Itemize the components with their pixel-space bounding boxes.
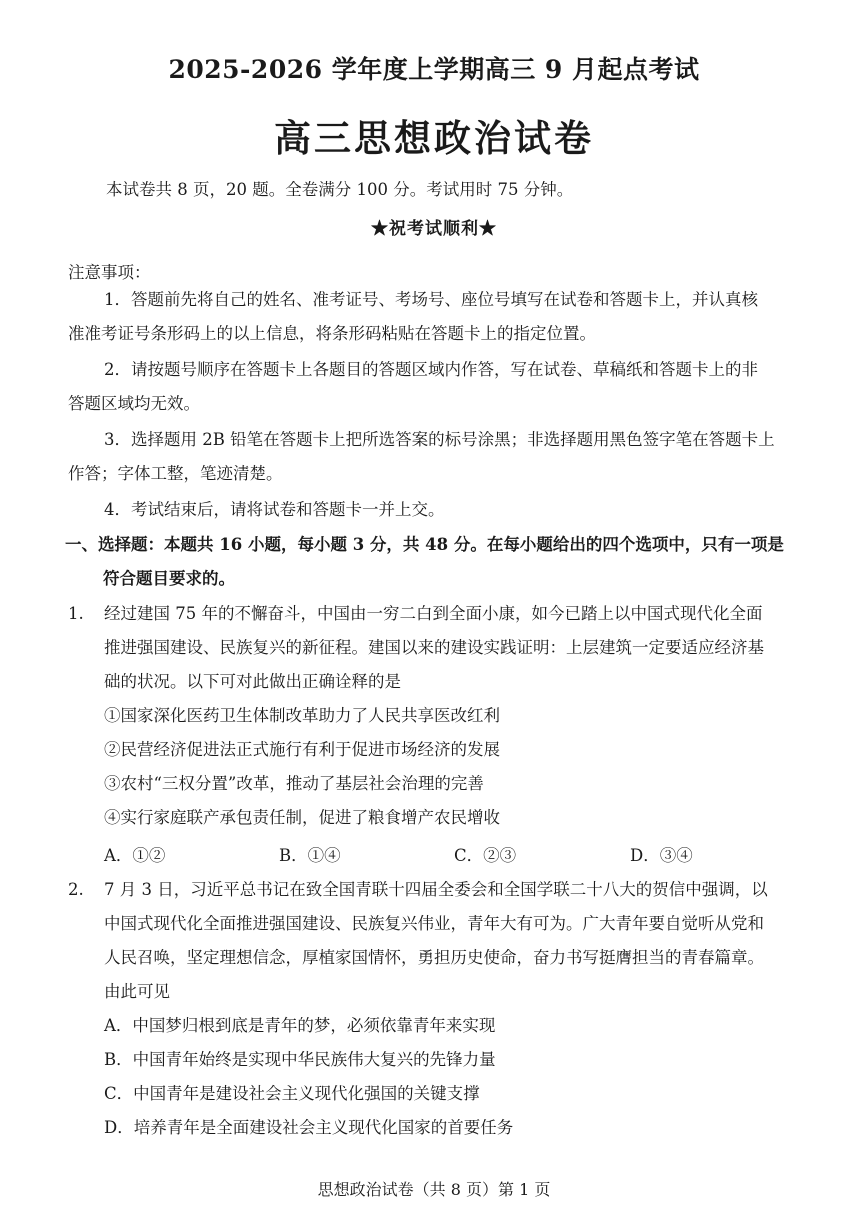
question-1-statement-1: ①国家深化医药卫生体制改革助力了人民共享医改红利 <box>104 706 500 725</box>
question-1-option-d[interactable]: D．③④ <box>630 846 693 865</box>
exam-title: 高三思想政治试卷 <box>274 116 594 160</box>
question-1-statement-4: ④实行家庭联产承包责任制，促进了粮食增产农民增收 <box>104 808 500 827</box>
note-4 <box>68 493 804 527</box>
question-2-number: 2. <box>68 880 84 899</box>
question-2-options <box>104 1009 513 1145</box>
question-1-statement-2: ②民营经济促进法正式施行有利于促进市场经济的发展 <box>104 740 500 759</box>
question-1-stem-line-3: 础的状况。以下可对此做出正确诠释的是 <box>104 672 401 691</box>
question-1-stem <box>104 597 764 699</box>
question-2-stem-line-3: 人民召唤，坚定理想信念，厚植家国情怀，勇担历史使命，奋力书写挺膺担当的青春篇章。 <box>104 948 764 967</box>
question-2-stem-line-4: 由此可见 <box>104 982 170 1001</box>
question-2-option-c[interactable]: C．中国青年是建设社会主义现代化强国的关键支撑 <box>104 1084 480 1103</box>
good-luck-line: ★祝考试顺利★ <box>371 219 497 239</box>
question-1-option-a[interactable]: A．①② <box>104 846 166 865</box>
note-3-line-2: 作答；字体工整，笔迹清楚。 <box>68 464 283 483</box>
question-1-statements <box>104 699 500 835</box>
question-1-option-b[interactable]: B．①④ <box>279 846 341 865</box>
question-1-option-c[interactable]: C．②③ <box>454 846 517 865</box>
note-1-line-1: 1．答题前先将自己的姓名、准考证号、考场号、座位号填写在试卷和答题卡上，并认真核 <box>104 290 758 309</box>
question-2-stem <box>104 873 768 1009</box>
notes-heading: 注意事项： <box>68 263 151 282</box>
note-3 <box>68 423 804 491</box>
note-3-line-1: 3．选择题用 2B 铅笔在答题卡上把所选答案的标号涂黑；非选择题用黑色签字笔在答题卡上 <box>104 430 775 449</box>
page-footer: 思想政治试卷（共 8 页）第 1 页 <box>317 1180 551 1199</box>
exam-info: 本试卷共 8 页，20 题。全卷满分 100 分。考试用时 75 分钟。 <box>106 180 574 199</box>
question-2-option-d[interactable]: D．培养青年是全面建设社会主义现代化国家的首要任务 <box>104 1118 514 1137</box>
question-1-options <box>104 842 744 866</box>
note-2-line-1: 2．请按题号顺序在答题卡上各题目的答题区域内作答，写在试卷、草稿纸和答题卡上的非 <box>104 360 758 379</box>
question-2-option-b[interactable]: B．中国青年始终是实现中华民族伟大复兴的先锋力量 <box>104 1050 496 1069</box>
note-4-line-1: 4．考试结束后，请将试卷和答题卡一并上交。 <box>104 500 445 519</box>
note-2 <box>68 353 804 421</box>
note-1 <box>68 283 804 351</box>
question-2-option-a[interactable]: A．中国梦归根到底是青年的梦，必须依靠青年来实现 <box>104 1016 496 1035</box>
note-2-line-2: 答题区域均无效。 <box>68 394 200 413</box>
question-2-stem-line-1: 7 月 3 日，习近平总书记在致全国青联十四届全委会和全国学联二十八大的贺信中强调，以 <box>104 880 768 899</box>
note-1-line-2: 准准考证号条形码上的以上信息，将条形码粘贴在答题卡上的指定位置。 <box>68 324 596 343</box>
section-heading-line-1: 一、选择题：本题共 16 小题，每小题 3 分，共 48 分。在每小题给出的四个选项中，只有一项是 <box>65 535 784 554</box>
question-1-statement-3: ③农村“三权分置”改革，推动了基层社会治理的完善 <box>104 774 484 793</box>
question-1-stem-line-1: 经过建国 75 年的不懈奋斗，中国由一穷二白到全面小康，如今已踏上以中国式现代化全面 <box>104 604 763 623</box>
question-1-stem-line-2: 推进强国建设、民族复兴的新征程。建国以来的建设实践证明：上层建筑一定要适应经济基 <box>104 638 764 657</box>
question-1-number: 1. <box>68 604 84 623</box>
section-heading-line-2: 符合题目要求的。 <box>103 569 235 588</box>
section-heading <box>65 528 784 596</box>
exam-session-line: 2025-2026 学年度上学期高三 9 月起点考试 <box>168 55 700 84</box>
question-2-stem-line-2: 中国式现代化全面推进强国建设、民族复兴伟业，青年大有可为。广大青年要自觉听从党和 <box>104 914 764 933</box>
